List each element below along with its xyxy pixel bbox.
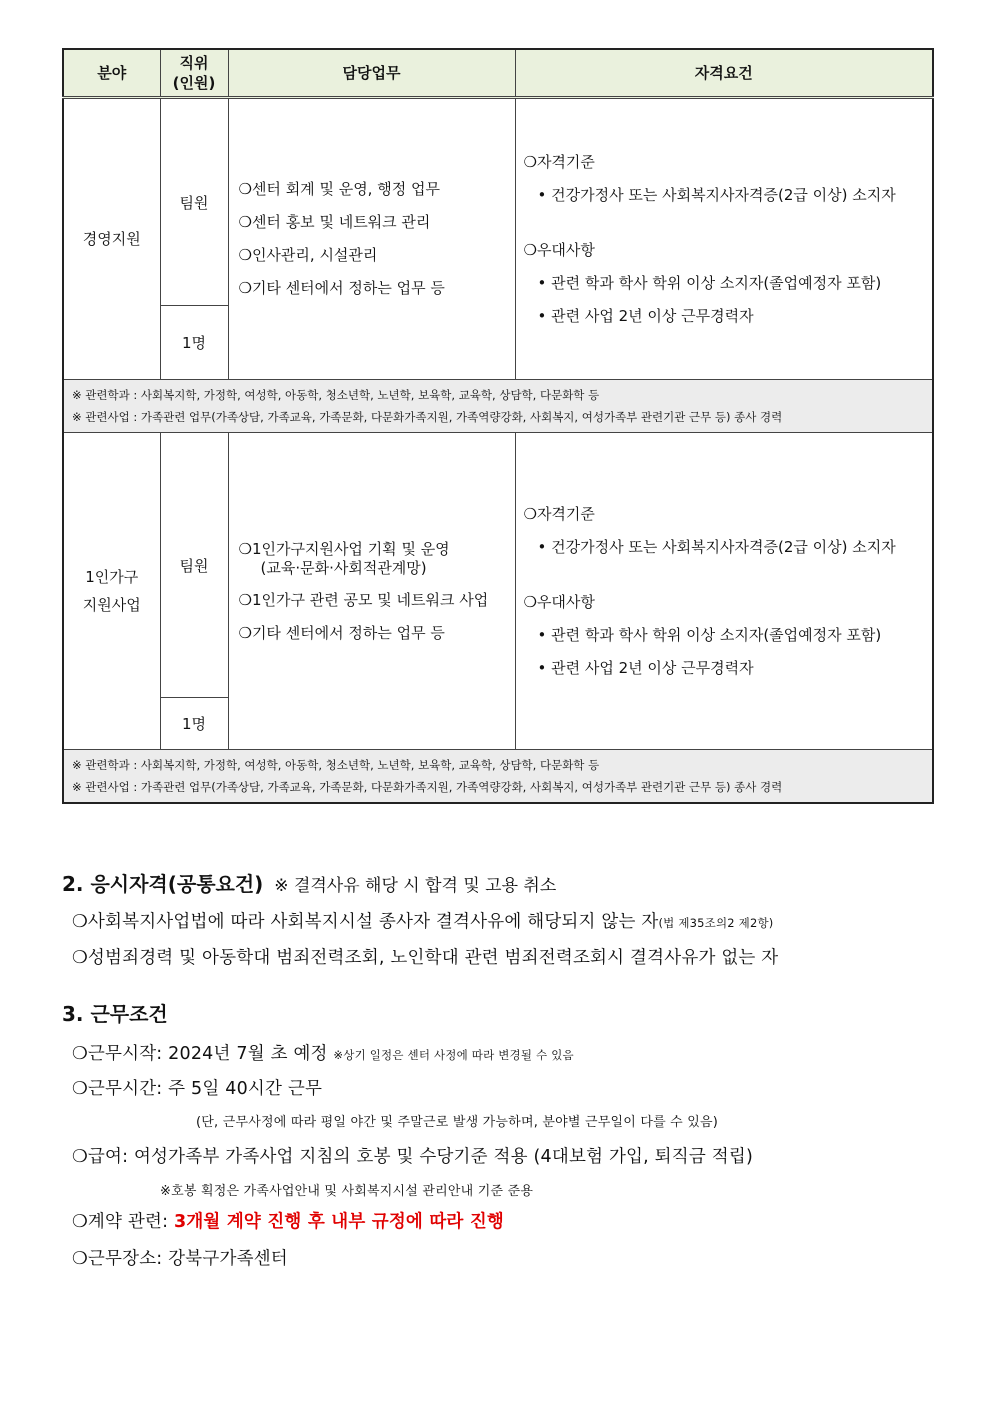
- qual-title: ❍자격기준: [523, 504, 595, 523]
- duty-item: ❍1인가구지원사업 기획 및 운영: [238, 539, 450, 558]
- field-cell: 경영지원: [63, 98, 160, 380]
- pref-item: • 관련 학과 학사 학위 이상 소지자(졸업예정자 포함): [537, 625, 882, 644]
- duty-item: ❍인사관리, 시설관리: [238, 246, 378, 264]
- section2-title-note: ※ 결격사유 해당 시 합격 및 고용 취소: [274, 876, 557, 896]
- note-line: ※ 관련사업 : 가족관련 업무(가족상담, 가족교육, 가족문화, 다문화가족지원, 가족역량강화, 사회복지, 여성가족부 관련기관 근무 등) 종사 경력: [72, 780, 783, 794]
- duty-subitem: (교육·문화·사회적관계망): [260, 558, 427, 577]
- count-cell: 1명: [160, 698, 228, 750]
- pref-title: ❍우대사항: [523, 240, 595, 259]
- section3-title: 3. 근무조건: [62, 1002, 168, 1026]
- note-row: [63, 750, 933, 804]
- section3-start: [72, 1040, 574, 1065]
- note-cell: [63, 750, 933, 804]
- duty-item: ❍센터 회계 및 운영, 행정 업무: [238, 180, 440, 198]
- quals-cell: [515, 98, 933, 380]
- section3-contract-value: 3개월 계약 진행 후 내부 규정에 따라 진행: [173, 1212, 505, 1232]
- job-table: [62, 48, 934, 804]
- rank-cell: 팀원: [160, 98, 228, 306]
- section2-item1-text: ❍사회복지사업법에 따라 사회복지시설 종사자 결격사유에 해당되지 않는 자: [72, 912, 659, 932]
- section3-pay-note: ※호봉 획정은 가족사업안내 및 사회복지시설 관리안내 기준 준용: [160, 1184, 534, 1199]
- table-row: [63, 433, 933, 698]
- duties-cell: [228, 433, 515, 750]
- section3-pay: ❍급여: 여성가족부 가족사업 지침의 호봉 및 수당기준 적용 (4대보험 가입, 퇴직금 적립): [72, 1147, 753, 1167]
- section3-contract: [72, 1208, 504, 1233]
- header-quals: 자격요건: [515, 49, 933, 98]
- section3-start-text: ❍근무시작: 2024년 7월 초 예정: [72, 1044, 328, 1064]
- section2-item1-small: (법 제35조의2 제2항): [658, 916, 774, 930]
- qual-item: • 건강가정사 또는 사회복지사자격증(2급 이상) 소지자: [537, 537, 896, 556]
- section3-start-note: ※상기 일정은 센터 사정에 따라 변경될 수 있음: [333, 1048, 574, 1062]
- duty-item: ❍1인가구 관련 공모 및 네트워크 사업: [238, 590, 489, 609]
- pref-item: • 관련 학과 학사 학위 이상 소지자(졸업예정자 포함): [537, 273, 882, 292]
- section2-heading: 2. 응시자격(공통요건): [62, 872, 264, 896]
- field-line2: 지원사업: [82, 596, 141, 614]
- duties-cell: [228, 98, 515, 380]
- table-header-row: [63, 49, 933, 98]
- header-rank: [160, 49, 228, 98]
- section3-hours: ❍근무시간: 주 5일 40시간 근무: [72, 1079, 323, 1099]
- section2-item2: ❍성범죄경력 및 아동학대 범죄전력조회, 노인학대 관련 범죄전력조회시 결격사유가 없는 자: [72, 948, 779, 968]
- count-cell: 1명: [160, 306, 228, 380]
- duty-item: ❍기타 센터에서 정하는 업무 등: [238, 623, 445, 642]
- field-line1: 1인가구: [85, 568, 139, 586]
- section3-place: ❍근무장소: 강북구가족센터: [72, 1249, 288, 1269]
- rank-cell: 팀원: [160, 433, 228, 698]
- section2-title: [62, 868, 556, 897]
- note-line: ※ 관련학과 : 사회복지학, 가정학, 여성학, 아동학, 청소년학, 노년학, 보육학, 교육학, 상담학, 다문화학 등: [72, 758, 600, 772]
- duty-item: ❍기타 센터에서 정하는 업무 등: [238, 279, 445, 297]
- pref-item: • 관련 사업 2년 이상 근무경력자: [537, 306, 754, 325]
- pref-title: ❍우대사항: [523, 592, 595, 611]
- header-rank-line2: (인원): [172, 74, 216, 92]
- note-cell: [63, 380, 933, 433]
- section2-item1: [72, 908, 774, 933]
- field-cell: [63, 433, 160, 750]
- pref-item: • 관련 사업 2년 이상 근무경력자: [537, 658, 754, 677]
- qual-item: • 건강가정사 또는 사회복지사자격증(2급 이상) 소지자: [537, 185, 896, 204]
- note-row: [63, 380, 933, 433]
- table-row: [63, 98, 933, 306]
- header-rank-line1: 직위: [179, 54, 209, 72]
- note-line: ※ 관련학과 : 사회복지학, 가정학, 여성학, 아동학, 청소년학, 노년학, 보육학, 교육학, 상담학, 다문화학 등: [72, 388, 600, 402]
- header-duties: 담당업무: [228, 49, 515, 98]
- duty-item: ❍센터 홍보 및 네트워크 관리: [238, 213, 431, 231]
- section3-contract-label: ❍계약 관련:: [72, 1212, 174, 1232]
- section3-hours-note: (단, 근무사정에 따라 평일 야간 및 주말근로 발생 가능하며, 분야별 근무일이 다를 수 있음): [196, 1115, 719, 1130]
- quals-cell: [515, 433, 933, 750]
- note-line: ※ 관련사업 : 가족관련 업무(가족상담, 가족교육, 가족문화, 다문화가족지원, 가족역량강화, 사회복지, 여성가족부 관련기관 근무 등) 종사 경력: [72, 410, 783, 424]
- qual-title: ❍자격기준: [523, 152, 595, 171]
- header-field: 분야: [63, 49, 160, 98]
